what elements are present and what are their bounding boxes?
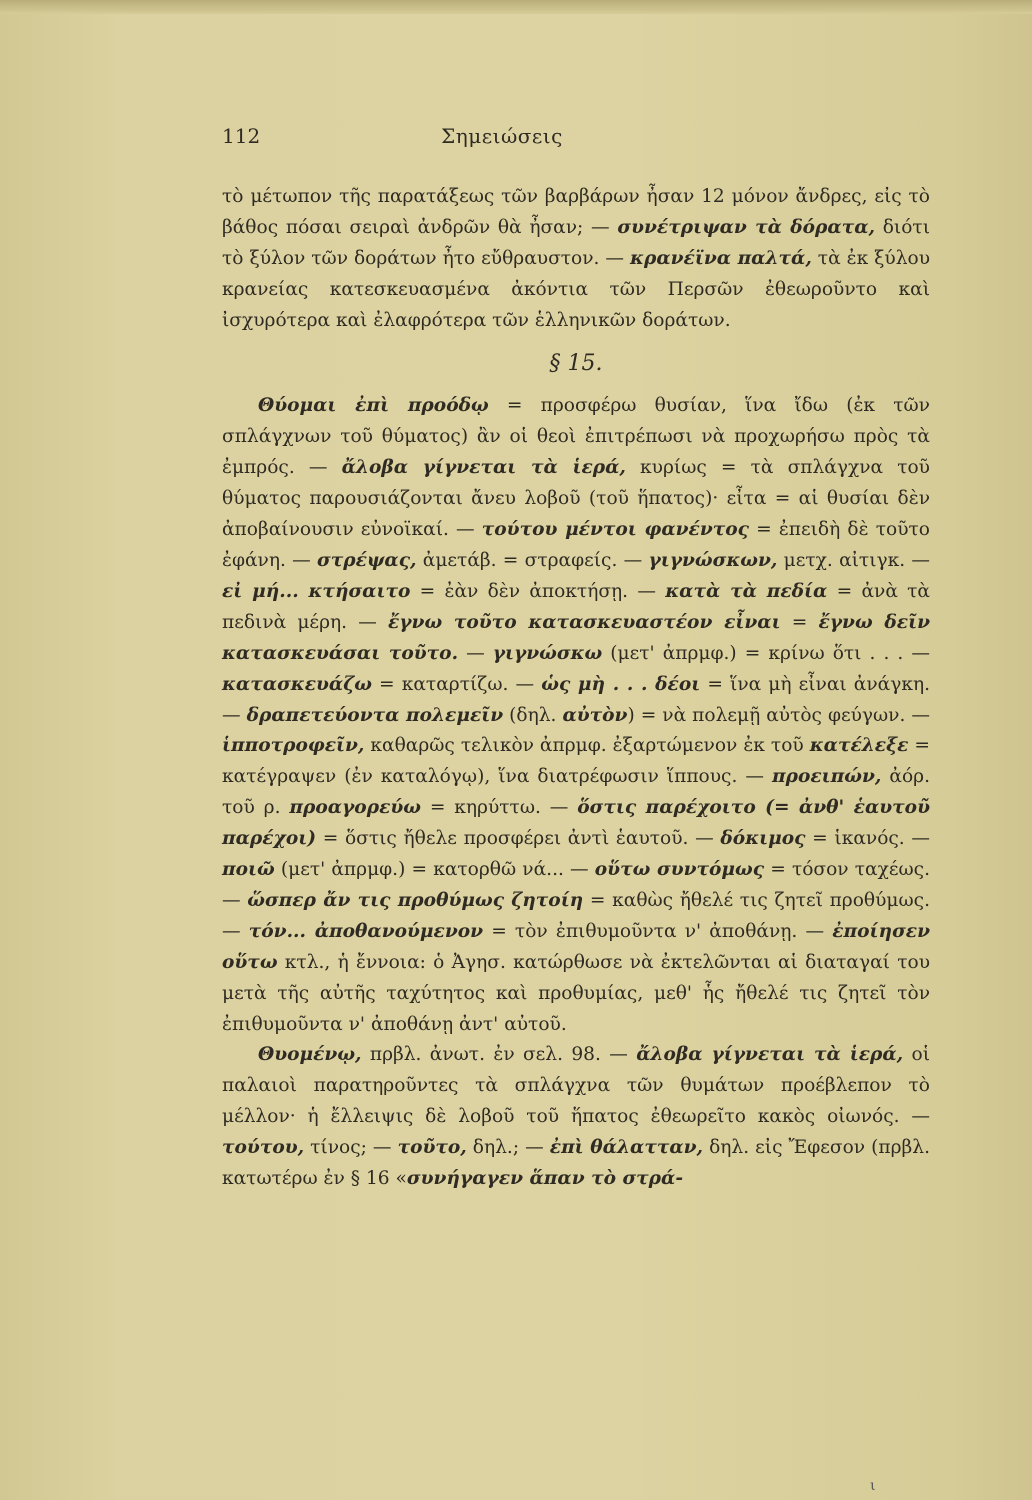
lemma-term: Θύομαι ἐπὶ προόδῳ: [258, 395, 489, 417]
lemma-term: ἱπποτροφεῖν,: [222, 735, 365, 757]
note-text: ἀμετάβ. = στραφείς. —: [416, 549, 649, 571]
paragraph-1: [222, 182, 930, 337]
lemma-term: κατασκευάζω: [222, 673, 372, 695]
lemma-term: στρέψας,: [317, 549, 417, 571]
lemma-term: γιγνώσκω: [492, 642, 603, 664]
lemma-term: αὐτὸν: [562, 704, 628, 726]
paragraph-2: [222, 391, 930, 1040]
page-body: [222, 182, 930, 1195]
note-text: = ἵνα μὴ εἶναι ἀνάγκη. —: [222, 673, 930, 726]
lemma-term: ἐποίησεν οὕτω: [222, 920, 930, 973]
note-text: —: [458, 642, 493, 664]
paragraph-3: [222, 1040, 930, 1195]
page-header: [222, 124, 782, 156]
lemma-term: συνήγαγεν ἅπαν τὸ στρά-: [406, 1168, 684, 1190]
note-text: ἀόρ. τοῦ ρ.: [222, 766, 930, 819]
lemma-term: συνέτριψαν τὰ δόρατα,: [617, 216, 875, 238]
lemma-term: εἰ μή... κτήσαιτο: [222, 580, 411, 602]
note-text: καθαρῶς τελικὸν ἀπρμφ. ἐξαρτώμενον ἐκ τοῦ: [364, 735, 810, 757]
note-text: = ἀνὰ τὰ πεδινὰ μέρη. —: [222, 580, 930, 633]
running-head: Σημειώσεις: [441, 124, 563, 148]
lemma-term: ἔγνω τοῦτο κατασκευαστέον εἶναι: [387, 611, 781, 633]
page-mark: ι: [870, 1478, 876, 1494]
page-number: 112: [222, 124, 261, 148]
note-text: = ἱκανός. —: [805, 828, 930, 850]
lemma-term: ὅστις παρέχοιτο (= ἀνθ' ἑαυτοῦ παρέχοι): [222, 797, 930, 850]
note-text: πρβλ. ἀνωτ. ἐν σελ. 98. —: [361, 1044, 637, 1066]
lemma-term: ἄλοβα γίγνεται τὰ ἱερά,: [636, 1044, 904, 1066]
note-text: οἱ παλαιοὶ παρατηροῦντες τὰ σπλάγχνα τῶν θυμάτων προέβλεπον τὸ μέλλον· ἡ ἔλλειψις δὲ λοβοῦ τοῦ ἥπατος ἐθεωρεῖτο κακὸς οἰωνός. —: [222, 1044, 930, 1128]
lemma-term: κρανέϊνα παλτά,: [630, 247, 812, 269]
note-text: = ἐὰν δὲν ἀποκτήσῃ. —: [410, 580, 666, 602]
lemma-term: γιγνώσκων,: [648, 549, 778, 571]
note-text: κτλ., ἡ ἔννοια: ὁ Ἀγησ. κατώρθωσε νὰ ἐκτελῶνται αἱ διαταγαί του μετὰ τῆς αὐτῆς ταχύτητος καὶ προθυμίας, μεθ' ἧς ἤθελέ τις ζητεῖ τὸν ἐπιθυμοῦντα ν' ἀποθάνῃ ἀντ' αὐτοῦ.: [222, 951, 930, 1035]
lemma-term: οὕτω συντόμως: [594, 859, 765, 881]
note-text: (μετ' ἀπρμφ.) = κρίνω ὅτι . . . —: [602, 642, 930, 664]
note-text: = τόσον ταχέως. —: [222, 859, 930, 911]
note-text: = ὅστις ἤθελε προσφέρει ἀντὶ ἑαυτοῦ. —: [316, 828, 721, 850]
lemma-term: ἐπὶ θάλατταν,: [549, 1137, 704, 1159]
note-text: = καθὼς ἤθελέ τις ζητεῖ προθύμως. —: [222, 889, 930, 942]
note-text: = προσφέρω θυσίαν, ἵνα ἴδω (ἐκ τῶν σπλάγχνων τοῦ θύματος) ἂν οἱ θεοὶ ἐπιτρέπωσι νὰ προχωρήσω πρὸς τὰ ἐμπρός. —: [222, 395, 930, 479]
note-text: = ἐπειδὴ δὲ τοῦτο ἐφάνη. —: [222, 519, 930, 571]
note-text: δηλ.; —: [466, 1137, 550, 1159]
note-text: ) = νὰ πολεμῇ αὐτὸς φεύγων. —: [627, 704, 930, 726]
lemma-term: κατὰ τὰ πεδία: [665, 580, 828, 602]
note-text: τὸ μέτωπον τῆς παρατάξεως τῶν βαρβάρων ἦσαν 12 μόνον ἄνδρες, εἰς τὸ βάθος πόσαι σειραὶ ἀνδρῶν θὰ ἦσαν; —: [222, 186, 930, 238]
note-text: =: [780, 611, 819, 633]
lemma-term: προειπών,: [772, 766, 882, 788]
note-text: (δηλ.: [503, 704, 563, 726]
lemma-term: δόκιμος: [720, 828, 806, 850]
lemma-term: ὥσπερ ἄν τις προθύμως ζητοίη: [247, 889, 584, 911]
lemma-term: τόν... ἀποθανούμενον: [248, 920, 484, 942]
note-text: δηλ. εἰς Ἔφεσον (πρβλ. κατωτέρω ἐν § 16 «: [222, 1137, 930, 1190]
note-text: = καταρτίζω. —: [371, 673, 542, 695]
note-text: μετχ. αἰτιγκ. —: [777, 549, 930, 571]
lemma-term: ὡς μὴ . . . δέοι: [541, 673, 701, 695]
note-text: = κηρύττω. —: [420, 797, 578, 819]
note-text: τὰ ἐκ ξύλου κρανείας κατεσκευασμένα ἀκόντια τῶν Περσῶν ἐθεωροῦντο καὶ ἰσχυρότερα καὶ ἐλαφρότερα τῶν ἑλληνικῶν δοράτων.: [222, 247, 931, 331]
lemma-term: ποιῶ: [222, 859, 275, 881]
lemma-term: κατέλεξε: [809, 735, 909, 757]
page-top-edge: [0, 0, 1032, 14]
note-text: = τὸν ἐπιθυμοῦντα ν' ἀποθάνῃ. —: [483, 920, 833, 942]
note-text: τίνος; —: [304, 1137, 398, 1159]
note-text: = κατέγραψεν (ἐν καταλόγῳ), ἵνα διατρέφωσιν ἵππους. —: [222, 735, 930, 788]
lemma-term: προαγορεύω: [289, 797, 421, 819]
note-text: (μετ' ἀπρμφ.) = κατορθῶ νά... —: [274, 859, 595, 881]
note-text: κυρίως = τὰ σπλάγχνα τοῦ θύματος παρουσιάζονται ἄνευ λοβοῦ (τοῦ ἥπατος)· εἶτα = αἱ θυσίαι δὲν ἀποβαίνουσιν εὐνοϊκαί. —: [222, 457, 930, 541]
lemma-term: ἔγνω δεῖν κατασκευάσαι τοῦτο.: [222, 611, 930, 664]
lemma-term: τοῦτο,: [397, 1137, 467, 1159]
lemma-term: Θυομένῳ,: [258, 1044, 362, 1066]
lemma-term: τούτου,: [222, 1137, 305, 1159]
note-text: διότι τὸ ξύλον τῶν δοράτων ἦτο εὔθραυστον. —: [222, 216, 930, 269]
section-heading: § 15.: [549, 350, 603, 376]
lemma-term: δραπετεύοντα πολεμεῖν: [246, 704, 504, 726]
lemma-term: τούτου μέντοι φανέντος: [481, 519, 749, 541]
lemma-term: ἄλοβα γίγνεται τὰ ἱερά,: [341, 457, 626, 479]
